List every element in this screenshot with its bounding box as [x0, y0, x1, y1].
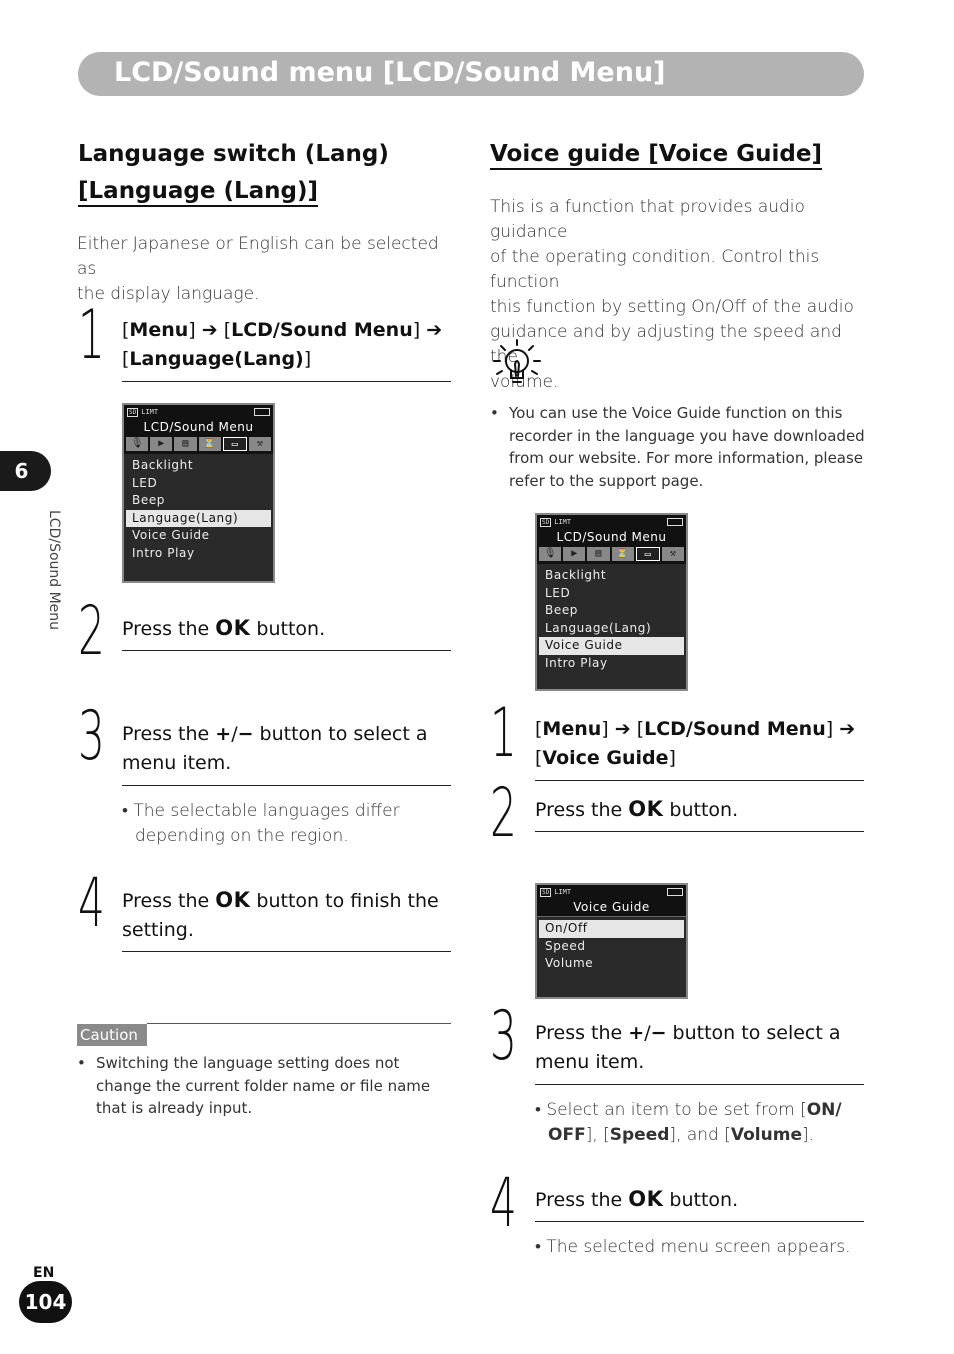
caution-label: Caution — [77, 1024, 147, 1046]
tip-bullet: • — [490, 404, 499, 422]
language-code: EN — [33, 1265, 55, 1281]
minus-button-label: − — [650, 1022, 667, 1044]
lcd-menu-item: Backlight — [545, 568, 607, 582]
lcd-status-bar — [537, 885, 686, 899]
lcd-menu-item-selected: Voice Guide — [539, 637, 684, 655]
battery-icon — [667, 888, 683, 896]
battery-icon — [667, 518, 683, 526]
step-3-note: • The selectable languages differ depending on the region. — [122, 801, 400, 846]
step-3-text: Press the +/− button to select a menu item. — [122, 723, 428, 774]
step-rule — [535, 1084, 864, 1085]
page-number: 104 — [19, 1281, 72, 1323]
file-icon: ▤ — [587, 547, 609, 561]
step-2-text: Press the OK button. — [535, 797, 739, 821]
voice-guide-heading-text: Voice guide [Voice Guide] — [490, 141, 822, 170]
plus-button-label: + — [215, 723, 232, 745]
play-icon: ▶ — [150, 437, 172, 451]
lcd-menu-item: Voice Guide — [132, 528, 210, 542]
lcd-menu-item-selected: Language(Lang) — [126, 510, 271, 528]
lcd-menu-item: Language(Lang) — [545, 620, 652, 635]
step-number: 3 — [78, 697, 105, 776]
sd-card-icon: SD — [542, 518, 550, 526]
step-4-text: Press the OK button. — [535, 1187, 739, 1211]
file-icon: ▤ — [174, 437, 196, 451]
page-title: LCD/Sound menu [LCD/Sound Menu] — [114, 57, 666, 88]
lcd-menu-item: LED — [132, 475, 158, 490]
language-switch-heading — [78, 136, 389, 210]
chapter-side-label: LCD/Sound Menu — [46, 510, 62, 631]
step-number: 2 — [78, 592, 105, 671]
step-number: 2 — [490, 774, 517, 853]
step-1-text: [Menu] ➔ [LCD/Sound Menu] ➔ [Voice Guide] — [535, 718, 856, 769]
step-rule — [535, 780, 864, 781]
lcd-menu-item-selected: On/Off — [539, 920, 684, 938]
limiter-label: LIMT — [554, 518, 572, 526]
step-3-note: • Select an item to be set from [ON/ OFF], [Speed], and [Volume]. — [535, 1100, 842, 1145]
lcd-status-bar — [537, 515, 686, 529]
step-3-text: Press the +/− button to select a menu item. — [535, 1022, 841, 1073]
voice-guide-label: Voice Guide — [542, 747, 669, 769]
step-rule — [122, 381, 451, 382]
step-number: 1 — [78, 296, 105, 375]
lcd-tab-row — [124, 436, 273, 454]
step-number: 1 — [490, 694, 517, 773]
intro-line: the display language. — [77, 284, 260, 304]
arrow-right-icon: ➔ — [614, 718, 631, 740]
language-intro — [77, 232, 457, 307]
lcd-menu-list — [537, 917, 686, 973]
step-number: 4 — [78, 864, 105, 943]
arrow-right-icon: ➔ — [839, 718, 856, 740]
step-1-text: [Menu] ➔ [LCD/Sound Menu] ➔ [Language(Lang)] — [122, 319, 443, 370]
limiter-label: LIMT — [141, 408, 159, 416]
step-rule — [122, 650, 451, 651]
minus-button-label: − — [237, 723, 254, 745]
limiter-label: LIMT — [554, 888, 572, 896]
battery-icon — [254, 408, 270, 416]
lcd-title: LCD/Sound Menu — [124, 419, 273, 436]
sd-card-icon: SD — [542, 888, 550, 896]
step-4-note: • The selected menu screen appears. — [535, 1237, 851, 1257]
step-4-text: Press the OK button to finish the setting. — [122, 888, 439, 941]
ok-button-label: OK — [215, 616, 251, 640]
lcd-screen-voice-guide-select — [535, 513, 688, 691]
lcd-menu-label: LCD/Sound Menu — [644, 718, 826, 740]
step-rule — [535, 831, 864, 832]
lcd-icon: ▭ — [636, 547, 660, 561]
heading-line-2-text: [Language (Lang)] — [78, 178, 318, 207]
arrow-right-icon: ➔ — [201, 319, 218, 341]
caution-rule — [147, 1023, 451, 1024]
sd-card-icon: SD — [129, 408, 137, 416]
lcd-screen-voice-guide — [535, 883, 688, 999]
step-number: 3 — [490, 997, 517, 1076]
mic-icon: 🎙 — [126, 437, 148, 451]
play-icon: ▶ — [563, 547, 585, 561]
lcd-menu-item: Beep — [545, 603, 579, 617]
ok-button-label: OK — [628, 1187, 664, 1211]
caution-text: Switching the language setting does not change the current folder name or file name that is already input. — [96, 1054, 431, 1117]
menu-label: Menu — [129, 319, 189, 341]
lcd-menu-item: Intro Play — [545, 655, 608, 670]
menu-label: Menu — [542, 718, 602, 740]
tip-lightbulb-icon — [489, 336, 545, 394]
lcd-menu-item: Volume — [545, 956, 594, 970]
tip-text: You can use the Voice Guide function on this recorder in the language you have downloaded from our website. For more information, please refer to the support page. — [509, 404, 865, 490]
timer-icon: ⏳ — [612, 547, 634, 561]
lcd-tab-row — [537, 546, 686, 564]
ok-button-label: OK — [628, 797, 664, 821]
lcd-menu-list — [124, 454, 273, 562]
step-rule — [122, 785, 451, 786]
lcd-screen-language — [122, 403, 275, 583]
intro-line: Either Japanese or English can be selected as — [77, 234, 439, 279]
plus-button-label: + — [628, 1022, 645, 1044]
timer-icon: ⏳ — [199, 437, 221, 451]
lcd-menu-list — [537, 564, 686, 672]
lcd-menu-item: Speed — [545, 938, 586, 953]
chapter-tab: 6 — [0, 451, 51, 491]
lcd-icon: ▭ — [223, 437, 247, 451]
voice-guide-heading — [490, 136, 822, 173]
caution-bullet: • — [77, 1054, 86, 1072]
lcd-menu-item: Intro Play — [132, 545, 195, 560]
lcd-status-bar — [124, 405, 273, 419]
lcd-title: Voice Guide — [537, 899, 686, 917]
ok-button-label: OK — [215, 888, 251, 912]
lcd-menu-item: LED — [545, 585, 571, 600]
mic-icon: 🎙 — [539, 547, 561, 561]
heading-line-1: Language switch (Lang) — [78, 141, 389, 167]
step-rule — [535, 1221, 864, 1222]
lcd-menu-item: Backlight — [132, 458, 194, 472]
step-rule — [122, 951, 451, 952]
tools-icon: ⚒ — [249, 437, 271, 451]
step-2-text: Press the OK button. — [122, 616, 326, 640]
step-number: 4 — [490, 1164, 517, 1243]
lcd-title: LCD/Sound Menu — [537, 529, 686, 546]
arrow-right-icon: ➔ — [426, 319, 443, 341]
heading-line-2 — [78, 173, 389, 210]
voice-guide-intro: This is a function that provides audio guidance of the operating condition. Control this function this function by setting On/Off of the audio guidance and by adjusting the speed and the volume. — [490, 197, 854, 392]
tools-icon: ⚒ — [662, 547, 684, 561]
lcd-menu-item: Beep — [132, 493, 166, 507]
language-label: Language(Lang) — [129, 348, 304, 370]
lcd-menu-label: LCD/Sound Menu — [231, 319, 413, 341]
